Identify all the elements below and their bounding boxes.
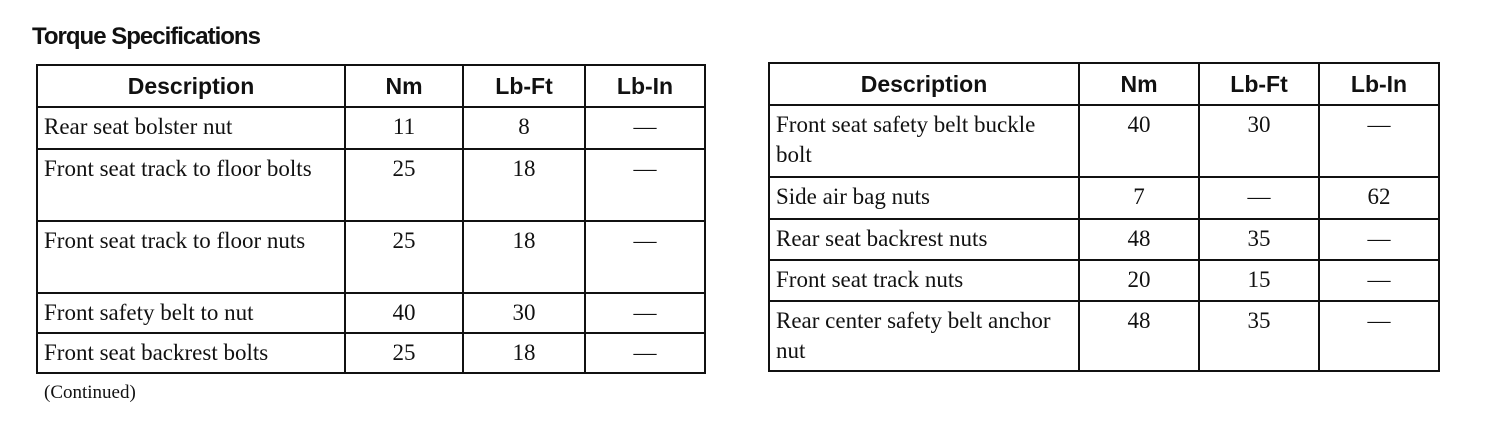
nm-cell: 25 [345,333,463,373]
lb-ft-cell: 18 [463,333,585,373]
description-cell: Front safety belt to nut [37,293,345,333]
table-row [37,149,705,221]
nm-cell: 25 [345,221,463,293]
lb-in-cell: — [585,149,705,221]
nm-cell: 40 [345,293,463,333]
lb-ft-cell: 35 [1199,301,1319,371]
nm-cell: 40 [1079,105,1199,177]
table-row [37,221,705,293]
lb-in-cell: 62 [1319,177,1439,219]
lb-in-cell: — [585,221,705,293]
nm-cell: 48 [1079,219,1199,260]
table-header-row [769,63,1439,105]
nm-cell: 48 [1079,301,1199,371]
lb-in-cell: — [585,107,705,149]
description-cell: Side air bag nuts [769,177,1079,219]
header-lb-in: Lb-In [585,65,705,107]
header-lb-ft: Lb-Ft [1199,63,1319,105]
lb-in-cell: — [585,333,705,373]
table-row [769,219,1439,260]
table-row [37,293,705,333]
header-description: Description [769,63,1079,105]
description-cell: Front seat track to floor bolts [37,149,345,221]
lb-ft-cell: 30 [463,293,585,333]
lb-in-cell: — [1319,105,1439,177]
description-cell: Front seat track to floor nuts [37,221,345,293]
header-lb-in: Lb-In [1319,63,1439,105]
lb-ft-cell: 8 [463,107,585,149]
description-cell: Rear seat backrest nuts [769,219,1079,260]
header-description: Description [37,65,345,107]
description-cell: Rear center safety belt anchor nut [769,301,1079,371]
description-cell: Front seat safety belt buckle bolt [769,105,1079,177]
nm-cell: 7 [1079,177,1199,219]
table-row [37,107,705,149]
lb-ft-cell: 30 [1199,105,1319,177]
lb-in-cell: — [585,293,705,333]
lb-in-cell: — [1319,301,1439,371]
nm-cell: 25 [345,149,463,221]
lb-in-cell: — [1319,219,1439,260]
nm-cell: 11 [345,107,463,149]
torque-table-left [36,64,706,374]
lb-ft-cell: 18 [463,149,585,221]
header-nm: Nm [1079,63,1199,105]
lb-ft-cell: — [1199,177,1319,219]
page-title: Torque Specifications [32,23,260,50]
table-header-row [37,65,705,107]
table-row [769,105,1439,177]
description-cell: Front seat track nuts [769,260,1079,301]
nm-cell: 20 [1079,260,1199,301]
lb-ft-cell: 18 [463,221,585,293]
torque-table-right [768,62,1440,372]
header-lb-ft: Lb-Ft [463,65,585,107]
table-row [769,301,1439,371]
description-cell: Front seat backrest bolts [37,333,345,373]
lb-ft-cell: 15 [1199,260,1319,301]
header-nm: Nm [345,65,463,107]
continued-note: (Continued) [44,382,136,403]
lb-in-cell: — [1319,260,1439,301]
table-row [769,177,1439,219]
lb-ft-cell: 35 [1199,219,1319,260]
description-cell: Rear seat bolster nut [37,107,345,149]
table-row [769,260,1439,301]
table-row [37,333,705,373]
